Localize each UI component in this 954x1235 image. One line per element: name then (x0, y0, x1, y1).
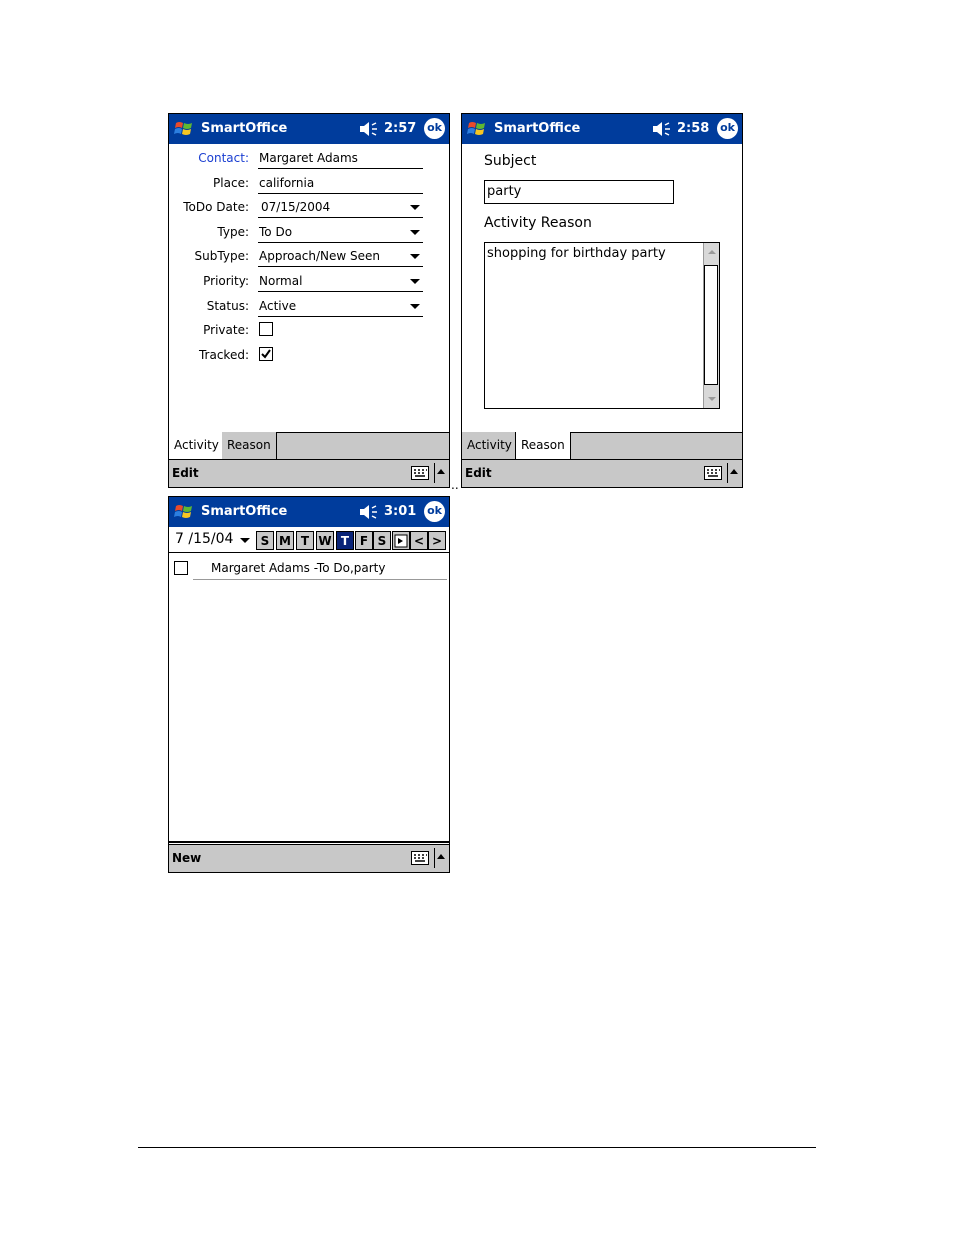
contact-field[interactable] (258, 149, 423, 169)
subject-input[interactable] (484, 180, 674, 204)
contact-link[interactable]: Contact: (198, 151, 249, 165)
dropdown-arrow-icon[interactable] (410, 230, 420, 235)
day-friday[interactable]: F (355, 531, 373, 550)
priority-select[interactable] (258, 272, 423, 292)
windows-start-icon[interactable] (173, 501, 195, 523)
day-sunday[interactable]: S (256, 531, 274, 550)
scroll-down-icon[interactable] (708, 397, 716, 401)
status-value: Active (259, 299, 297, 313)
activity-reason-label: Activity Reason (484, 215, 592, 231)
edit-menu[interactable]: Edit (465, 466, 492, 480)
menu-separator (434, 848, 435, 868)
keyboard-icon[interactable] (411, 466, 429, 480)
day-monday[interactable]: M (276, 531, 294, 550)
checkmark-icon (260, 348, 272, 360)
dropdown-arrow-icon[interactable] (410, 304, 420, 309)
day-tuesday[interactable]: T (296, 531, 314, 550)
task-checkbox[interactable] (174, 561, 188, 575)
todo-date-row (169, 198, 449, 218)
app-title: SmartOffice (201, 121, 288, 136)
previous-week-button[interactable]: < (410, 531, 428, 550)
subtype-row (169, 247, 449, 267)
status-label: Status: (206, 299, 249, 313)
menu-separator (727, 463, 728, 483)
priority-value: Normal (259, 274, 303, 288)
private-row (169, 321, 449, 341)
windows-start-icon[interactable] (466, 118, 488, 140)
separator-dots: .. (451, 478, 459, 492)
tab-reason[interactable]: Reason (222, 432, 277, 459)
menu-bar (169, 844, 449, 872)
smartoffice-task-list-screen (168, 496, 450, 873)
keyboard-icon[interactable] (411, 851, 429, 865)
speaker-icon[interactable] (359, 504, 381, 520)
scroll-up-icon[interactable] (708, 250, 716, 254)
tracked-checkbox[interactable] (259, 347, 273, 361)
smartoffice-activity-screen (168, 113, 450, 488)
reason-scrollbar[interactable] (703, 243, 719, 408)
private-label: Private: (203, 323, 249, 337)
contact-value: Margaret Adams (259, 151, 358, 165)
tab-strip (169, 432, 449, 459)
sip-arrow-icon[interactable] (730, 469, 738, 474)
sip-arrow-icon[interactable] (437, 469, 445, 474)
type-value: To Do (259, 225, 293, 239)
dropdown-arrow-icon[interactable] (410, 205, 420, 210)
windows-start-icon[interactable] (173, 118, 195, 140)
date-toolbar (169, 528, 449, 553)
tab-activity[interactable]: Activity (168, 432, 225, 459)
app-title: SmartOffice (201, 504, 288, 519)
new-menu[interactable]: New (172, 851, 202, 865)
tab-activity[interactable]: Activity (462, 432, 518, 459)
edit-menu[interactable]: Edit (172, 466, 199, 480)
speaker-icon[interactable] (359, 121, 381, 137)
day-wednesday[interactable]: W (316, 531, 334, 550)
sip-arrow-icon[interactable] (437, 854, 445, 859)
type-row (169, 223, 449, 243)
next-week-button[interactable]: > (428, 531, 446, 550)
status-row (169, 297, 449, 317)
ok-button[interactable]: ok (424, 118, 445, 139)
menu-bar (169, 459, 449, 487)
place-value: california (259, 176, 315, 190)
smartoffice-reason-screen (461, 113, 743, 488)
dropdown-arrow-icon[interactable] (410, 279, 420, 284)
place-row (169, 174, 449, 194)
todo-date-field[interactable] (258, 198, 423, 218)
menu-bar (462, 459, 742, 487)
place-label: Place: (213, 176, 249, 190)
todo-date-value: 07/15/2004 (261, 200, 331, 214)
dropdown-arrow-icon[interactable] (410, 254, 420, 259)
page-footer-rule (138, 1147, 816, 1148)
title-bar (169, 497, 449, 527)
app-title: SmartOffice (494, 121, 581, 136)
tab-strip (462, 432, 742, 459)
go-to-today-button[interactable] (392, 531, 410, 550)
tracked-row (169, 346, 449, 366)
type-label: Type: (217, 225, 249, 239)
subtype-label: SubType: (194, 249, 249, 263)
task-list (169, 553, 449, 843)
clock[interactable]: 2:58 (677, 121, 710, 136)
date-dropdown-arrow-icon[interactable] (240, 538, 250, 543)
subject-value: party (487, 184, 522, 199)
clock[interactable]: 2:57 (384, 121, 417, 136)
title-bar (462, 114, 742, 144)
task-text: Margaret Adams -To Do,party (211, 561, 386, 575)
subtype-value: Approach/New Seen (259, 249, 381, 263)
list-item[interactable] (169, 559, 449, 581)
scroll-thumb[interactable] (704, 265, 718, 385)
ok-button[interactable]: ok (717, 118, 738, 139)
activity-reason-textarea[interactable] (484, 242, 720, 409)
ok-button[interactable]: ok (424, 501, 445, 522)
speaker-icon[interactable] (652, 121, 674, 137)
tracked-label: Tracked: (198, 348, 249, 362)
keyboard-icon[interactable] (704, 466, 722, 480)
contact-row (169, 149, 449, 169)
go-to-today-icon (394, 534, 408, 548)
menu-separator (434, 463, 435, 483)
todo-date-label: ToDo Date: (183, 200, 249, 214)
private-checkbox[interactable] (259, 322, 273, 336)
list-divider (193, 579, 447, 580)
status-select[interactable] (258, 297, 423, 317)
day-thursday[interactable]: T (336, 531, 354, 550)
subtype-select[interactable] (258, 247, 423, 267)
title-bar (169, 114, 449, 144)
priority-row (169, 272, 449, 292)
subject-label: Subject (484, 153, 537, 169)
tab-reason[interactable]: Reason (515, 432, 571, 459)
day-saturday[interactable]: S (373, 531, 391, 550)
priority-label: Priority: (203, 274, 249, 288)
date-picker[interactable]: 7 /15/04 (175, 531, 234, 547)
type-select[interactable] (258, 223, 423, 243)
place-field[interactable] (258, 174, 423, 194)
clock[interactable]: 3:01 (384, 504, 417, 519)
activity-reason-value: shopping for birthday party (487, 246, 666, 261)
